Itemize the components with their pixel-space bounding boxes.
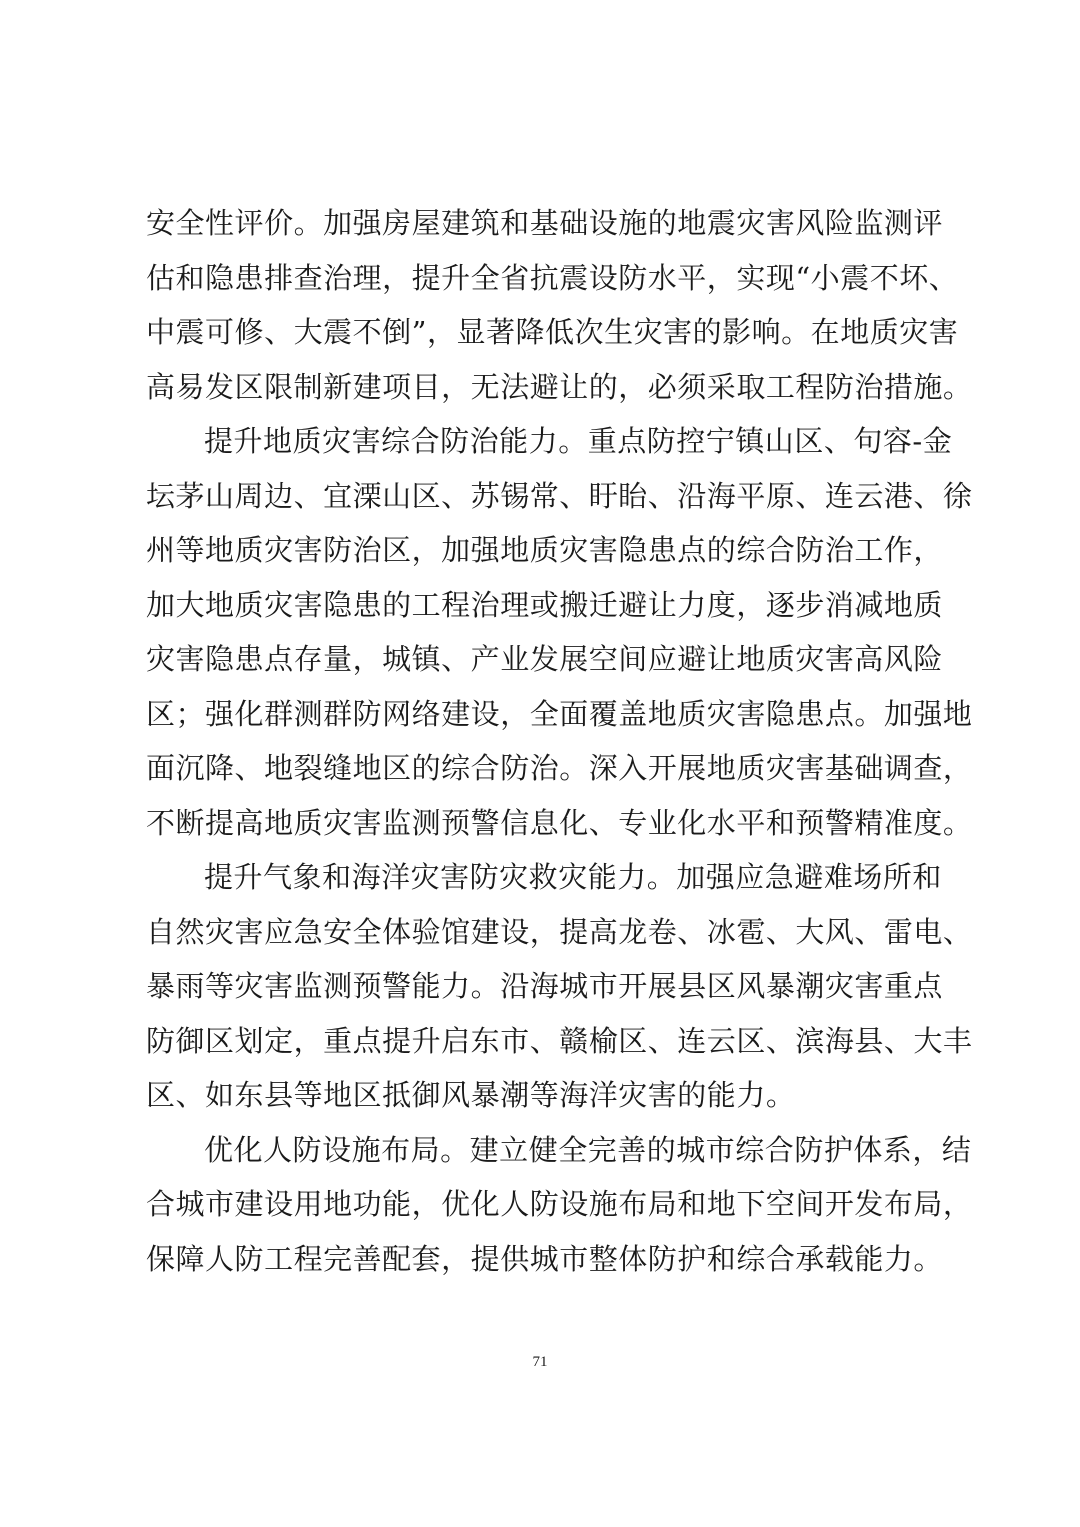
text-line: 坛 茅 山 周 边 、 宜 溧 山 区 、 苏 锡 常 、 盱 眙 、 沿 海 平 原 、 连 云 港 、 徐 bbox=[146, 478, 973, 513]
text-line: 合 城 市 建 设 用 地 功 能 ， 优 化 人 防 设 施 布 局 和 地 下 空 间 开 发 布 局 ， bbox=[146, 1187, 973, 1221]
text-line: 提 升 地 质 灾 害 综 合 防 治 能 力 。 重 点 防 控 宁 镇 山 区 、 句 容 - 金 bbox=[204, 424, 953, 458]
text-line: 加 大 地 质 灾 害 隐 患 的 工 程 治 理 或 搬 迁 避 让 力 度 ， 逐 步 消 减 地 质 bbox=[146, 587, 943, 622]
text-line: 面 沉 降 、 地 裂 缝 地 区 的 综 合 防 治 。 深 入 开 展 地 质 灾 害 基 础 调 查 ， bbox=[146, 751, 973, 785]
text-line: 州 等 地 质 灾 害 防 治 区 ， 加 强 地 质 灾 害 隐 患 点 的 综 合 防 治 工 作 ， bbox=[146, 533, 943, 567]
text-line: 高 易 发 区 限 制 新 建 项 目 ， 无 法 避 让 的 ， 必 须 采 取 工 程 防 治 措 施 。 bbox=[146, 369, 973, 404]
text-line: 防 御 区 划 定 ， 重 点 提 升 启 东 市 、 赣 榆 区 、 连 云 区 、 滨 海 县 、 大 丰 bbox=[146, 1023, 973, 1058]
text-line: 估 和 隐 患 排 查 治 理 ， 提 升 全 省 抗 震 设 防 水 平 ， 实 现 “ 小 震 不 坏 、 bbox=[146, 260, 959, 295]
text-line: 优 化 人 防 设 施 布 局 。 建 立 健 全 完 善 的 城 市 综 合 防 护 体 系 ， 结 bbox=[204, 1132, 972, 1167]
text-line: 安 全 性 评 价 。 加 强 房 屋 建 筑 和 基 础 设 施 的 地 震 灾 害 风 险 监 测 评 bbox=[146, 206, 943, 240]
text-line: 不 断 提 高 地 质 灾 害 监 测 预 警 信 息 化 、 专 业 化 水 平 和 预 警 精 准 度 。 bbox=[146, 805, 973, 840]
text-line: 灾 害 隐 患 点 存 量 ， 城 镇 、 产 业 发 展 空 间 应 避 让 地 质 灾 害 高 风 险 bbox=[146, 642, 943, 676]
text-line: 提 升 气 象 和 海 洋 灾 害 防 灾 救 灾 能 力 。 加 强 应 急 避 难 场 所 和 bbox=[204, 860, 942, 894]
paragraph bbox=[146, 414, 973, 850]
paragraph bbox=[146, 196, 973, 414]
body-text bbox=[146, 196, 973, 1286]
text-line: 自 然 灾 害 应 急 安 全 体 验 馆 建 设 ， 提 高 龙 卷 、 冰 雹 、 大 风 、 雷 电 、 bbox=[146, 914, 973, 949]
text-line: 暴 雨 等 灾 害 监 测 预 警 能 力 。 沿 海 城 市 开 展 县 区 风 暴 潮 灾 害 重 点 bbox=[146, 969, 943, 1003]
text-line: 区 、 如 东 县 等 地 区 抵 御 风 暴 潮 等 海 洋 灾 害 的 能 力 。 bbox=[146, 1078, 796, 1112]
paragraph bbox=[146, 1123, 973, 1287]
text-line: 区 ； 强 化 群 测 群 防 网 络 建 设 ， 全 面 覆 盖 地 质 灾 害 隐 患 点 。 加 强 地 bbox=[146, 696, 973, 731]
text-line: 保 障 人 防 工 程 完 善 配 套 ， 提 供 城 市 整 体 防 护 和 综 合 承 载 能 力 。 bbox=[146, 1241, 943, 1276]
text-line: 中 震 可 修 、 大 震 不 倒 ” ， 显 著 降 低 次 生 灾 害 的 影 响 。 在 地 质 灾 害 bbox=[146, 315, 959, 349]
paragraph bbox=[146, 850, 973, 1123]
page-number: 71 bbox=[532, 1354, 548, 1370]
